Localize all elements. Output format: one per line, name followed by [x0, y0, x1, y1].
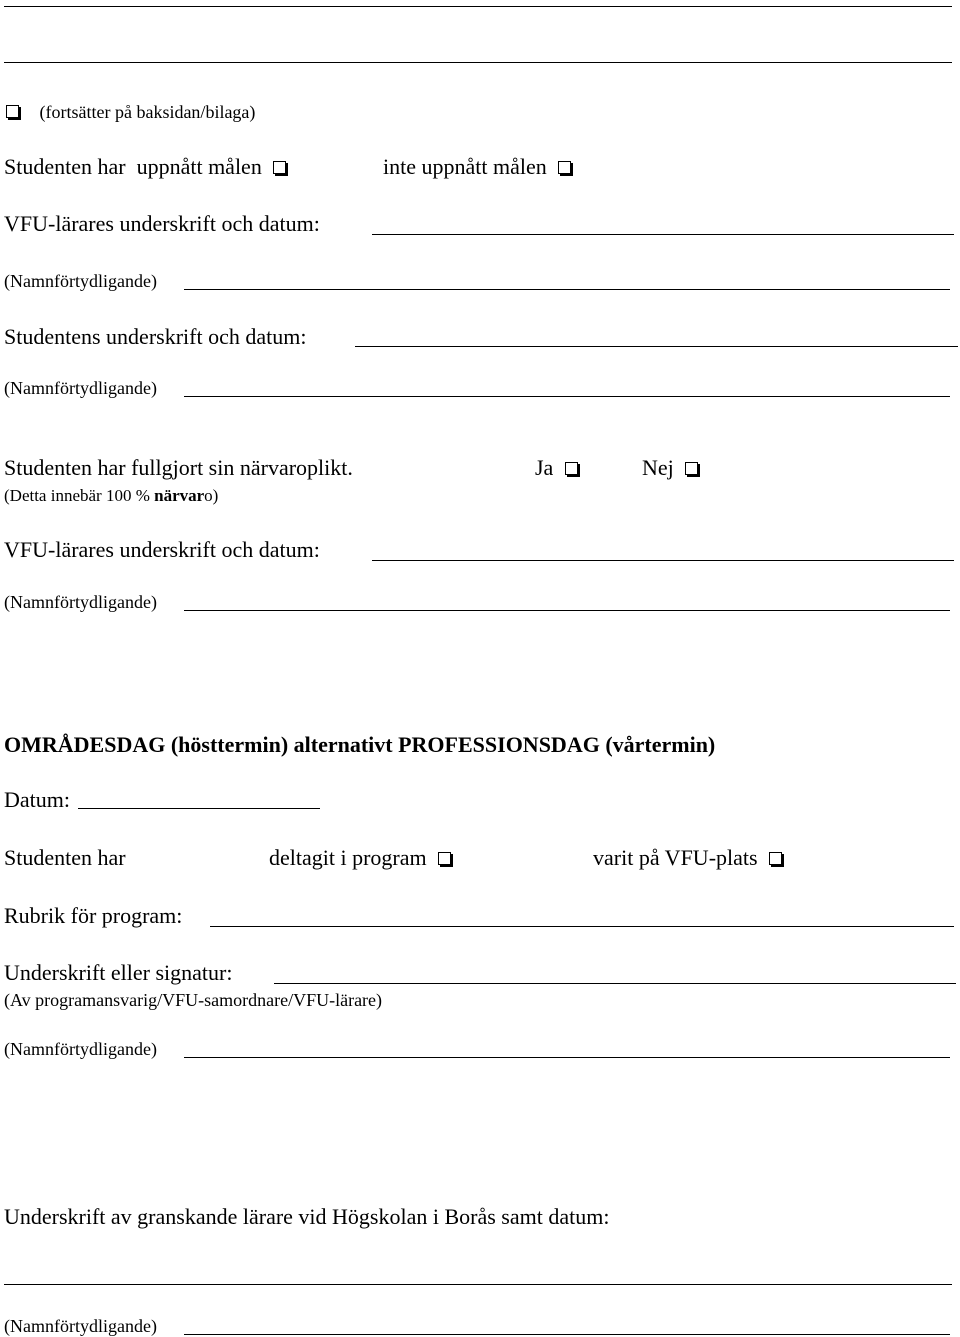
goals-not-reached-label: inte uppnått målen: [383, 154, 547, 179]
goals-not-reached-checkbox[interactable]: [558, 161, 571, 174]
section-heading: OMRÅDESDAG (hösttermin) alternativt PROFESSIONSDAG (vårtermin): [4, 732, 716, 757]
teacher-sign-line-1[interactable]: [372, 234, 954, 235]
student-has-label: Studenten har: [4, 845, 126, 870]
participated-checkbox[interactable]: [438, 852, 451, 865]
student-sign-line[interactable]: [355, 346, 958, 347]
teacher-sign-label-2: VFU-lärares underskrift och datum:: [4, 537, 320, 562]
blank-line-top-1[interactable]: [4, 6, 952, 7]
participated-label: deltagit i program: [269, 845, 427, 870]
attendance-yes-checkbox[interactable]: [565, 462, 578, 475]
goals-reached-label: Studenten har uppnått målen: [4, 154, 262, 179]
name-clarification-label-5: (Namnförtydligande): [4, 1316, 157, 1336]
student-sign-label: Studentens underskrift och datum:: [4, 324, 307, 349]
name-clarification-line-3[interactable]: [184, 610, 950, 611]
attendance-no-label: Nej: [642, 455, 674, 480]
name-clarification-line-2[interactable]: [184, 396, 950, 397]
continuation-row: [6, 101, 255, 123]
attendance-no-checkbox[interactable]: [685, 462, 698, 475]
name-clarification-line-1[interactable]: [184, 289, 950, 290]
participated-option: [269, 845, 451, 871]
program-heading-label: Rubrik för program:: [4, 903, 183, 928]
teacher-sign-label-1: VFU-lärares underskrift och datum:: [4, 211, 320, 236]
attendance-note-suffix: o): [204, 486, 219, 505]
visited-option: [593, 845, 782, 871]
signature-line[interactable]: [274, 983, 956, 984]
signature-label: Underskrift eller signatur:: [4, 960, 233, 985]
attendance-note-prefix: (Detta innebär 100 %: [4, 486, 155, 505]
goals-not-reached-row: [383, 154, 571, 180]
name-clarification-label-1: (Namnförtydligande): [4, 271, 157, 291]
attendance-note-bold: närvar: [154, 486, 205, 505]
teacher-sign-line-2[interactable]: [372, 560, 954, 561]
program-heading-line[interactable]: [210, 926, 954, 927]
visited-label: varit på VFU-plats: [593, 845, 758, 870]
date-label: Datum:: [4, 787, 70, 812]
continuation-label: (fortsätter på baksidan/bilaga): [39, 102, 256, 122]
name-clarification-label-4: (Namnförtydligande): [4, 1039, 157, 1059]
attendance-yes: [535, 455, 578, 481]
reviewer-sign-label: Underskrift av granskande lärare vid Högskolan i Borås samt datum:: [4, 1204, 610, 1229]
attendance-note: [4, 485, 218, 507]
goals-reached-checkbox[interactable]: [273, 161, 286, 174]
signature-note: (Av programansvarig/VFU-samordnare/VFU-lärare): [4, 990, 383, 1010]
date-line[interactable]: [78, 808, 320, 809]
attendance-label: Studenten har fullgjort sin närvaroplikt.: [4, 455, 353, 480]
name-clarification-line-4[interactable]: [184, 1057, 950, 1058]
visited-checkbox[interactable]: [769, 852, 782, 865]
attendance-no: [642, 455, 698, 481]
reviewer-sign-line[interactable]: [4, 1284, 952, 1285]
name-clarification-label-3: (Namnförtydligande): [4, 592, 157, 612]
blank-line-top-2[interactable]: [4, 62, 952, 63]
attendance-yes-label: Ja: [535, 455, 554, 480]
continuation-checkbox[interactable]: [6, 105, 19, 118]
name-clarification-label-2: (Namnförtydligande): [4, 378, 157, 398]
goals-reached-row: [4, 154, 286, 180]
name-clarification-line-5[interactable]: [184, 1334, 950, 1335]
